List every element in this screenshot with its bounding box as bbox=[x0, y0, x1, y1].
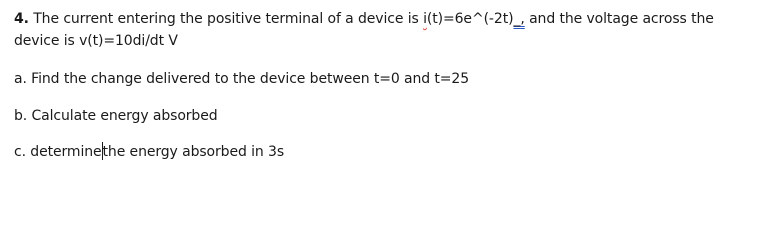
question-text-start: The current entering the positive terminal of a device is bbox=[28, 11, 424, 27]
question-line-1 bbox=[14, 8, 764, 30]
part-a: a. Find the change delivered to the device between t=0 and t=25 bbox=[14, 71, 470, 87]
document-body[interactable] bbox=[14, 8, 764, 163]
spelling-flagged-word[interactable]: i bbox=[423, 11, 427, 27]
grammar-flagged-mark[interactable]: _ bbox=[513, 11, 521, 27]
question-line-2: device is v(t)=10di/dt V bbox=[14, 33, 178, 49]
part-c-end: the energy absorbed in 3s bbox=[102, 144, 285, 160]
question-number: 4. bbox=[14, 11, 29, 27]
current-expression: (t)=6e^(-2t) bbox=[426, 11, 514, 27]
grammar-flagged-comma[interactable]: , bbox=[520, 11, 525, 27]
part-b: b. Calculate energy absorbed bbox=[14, 108, 218, 124]
part-c bbox=[14, 141, 764, 163]
part-c-start: c. determine bbox=[14, 144, 102, 160]
question-text-end: and the voltage across the bbox=[524, 11, 714, 27]
